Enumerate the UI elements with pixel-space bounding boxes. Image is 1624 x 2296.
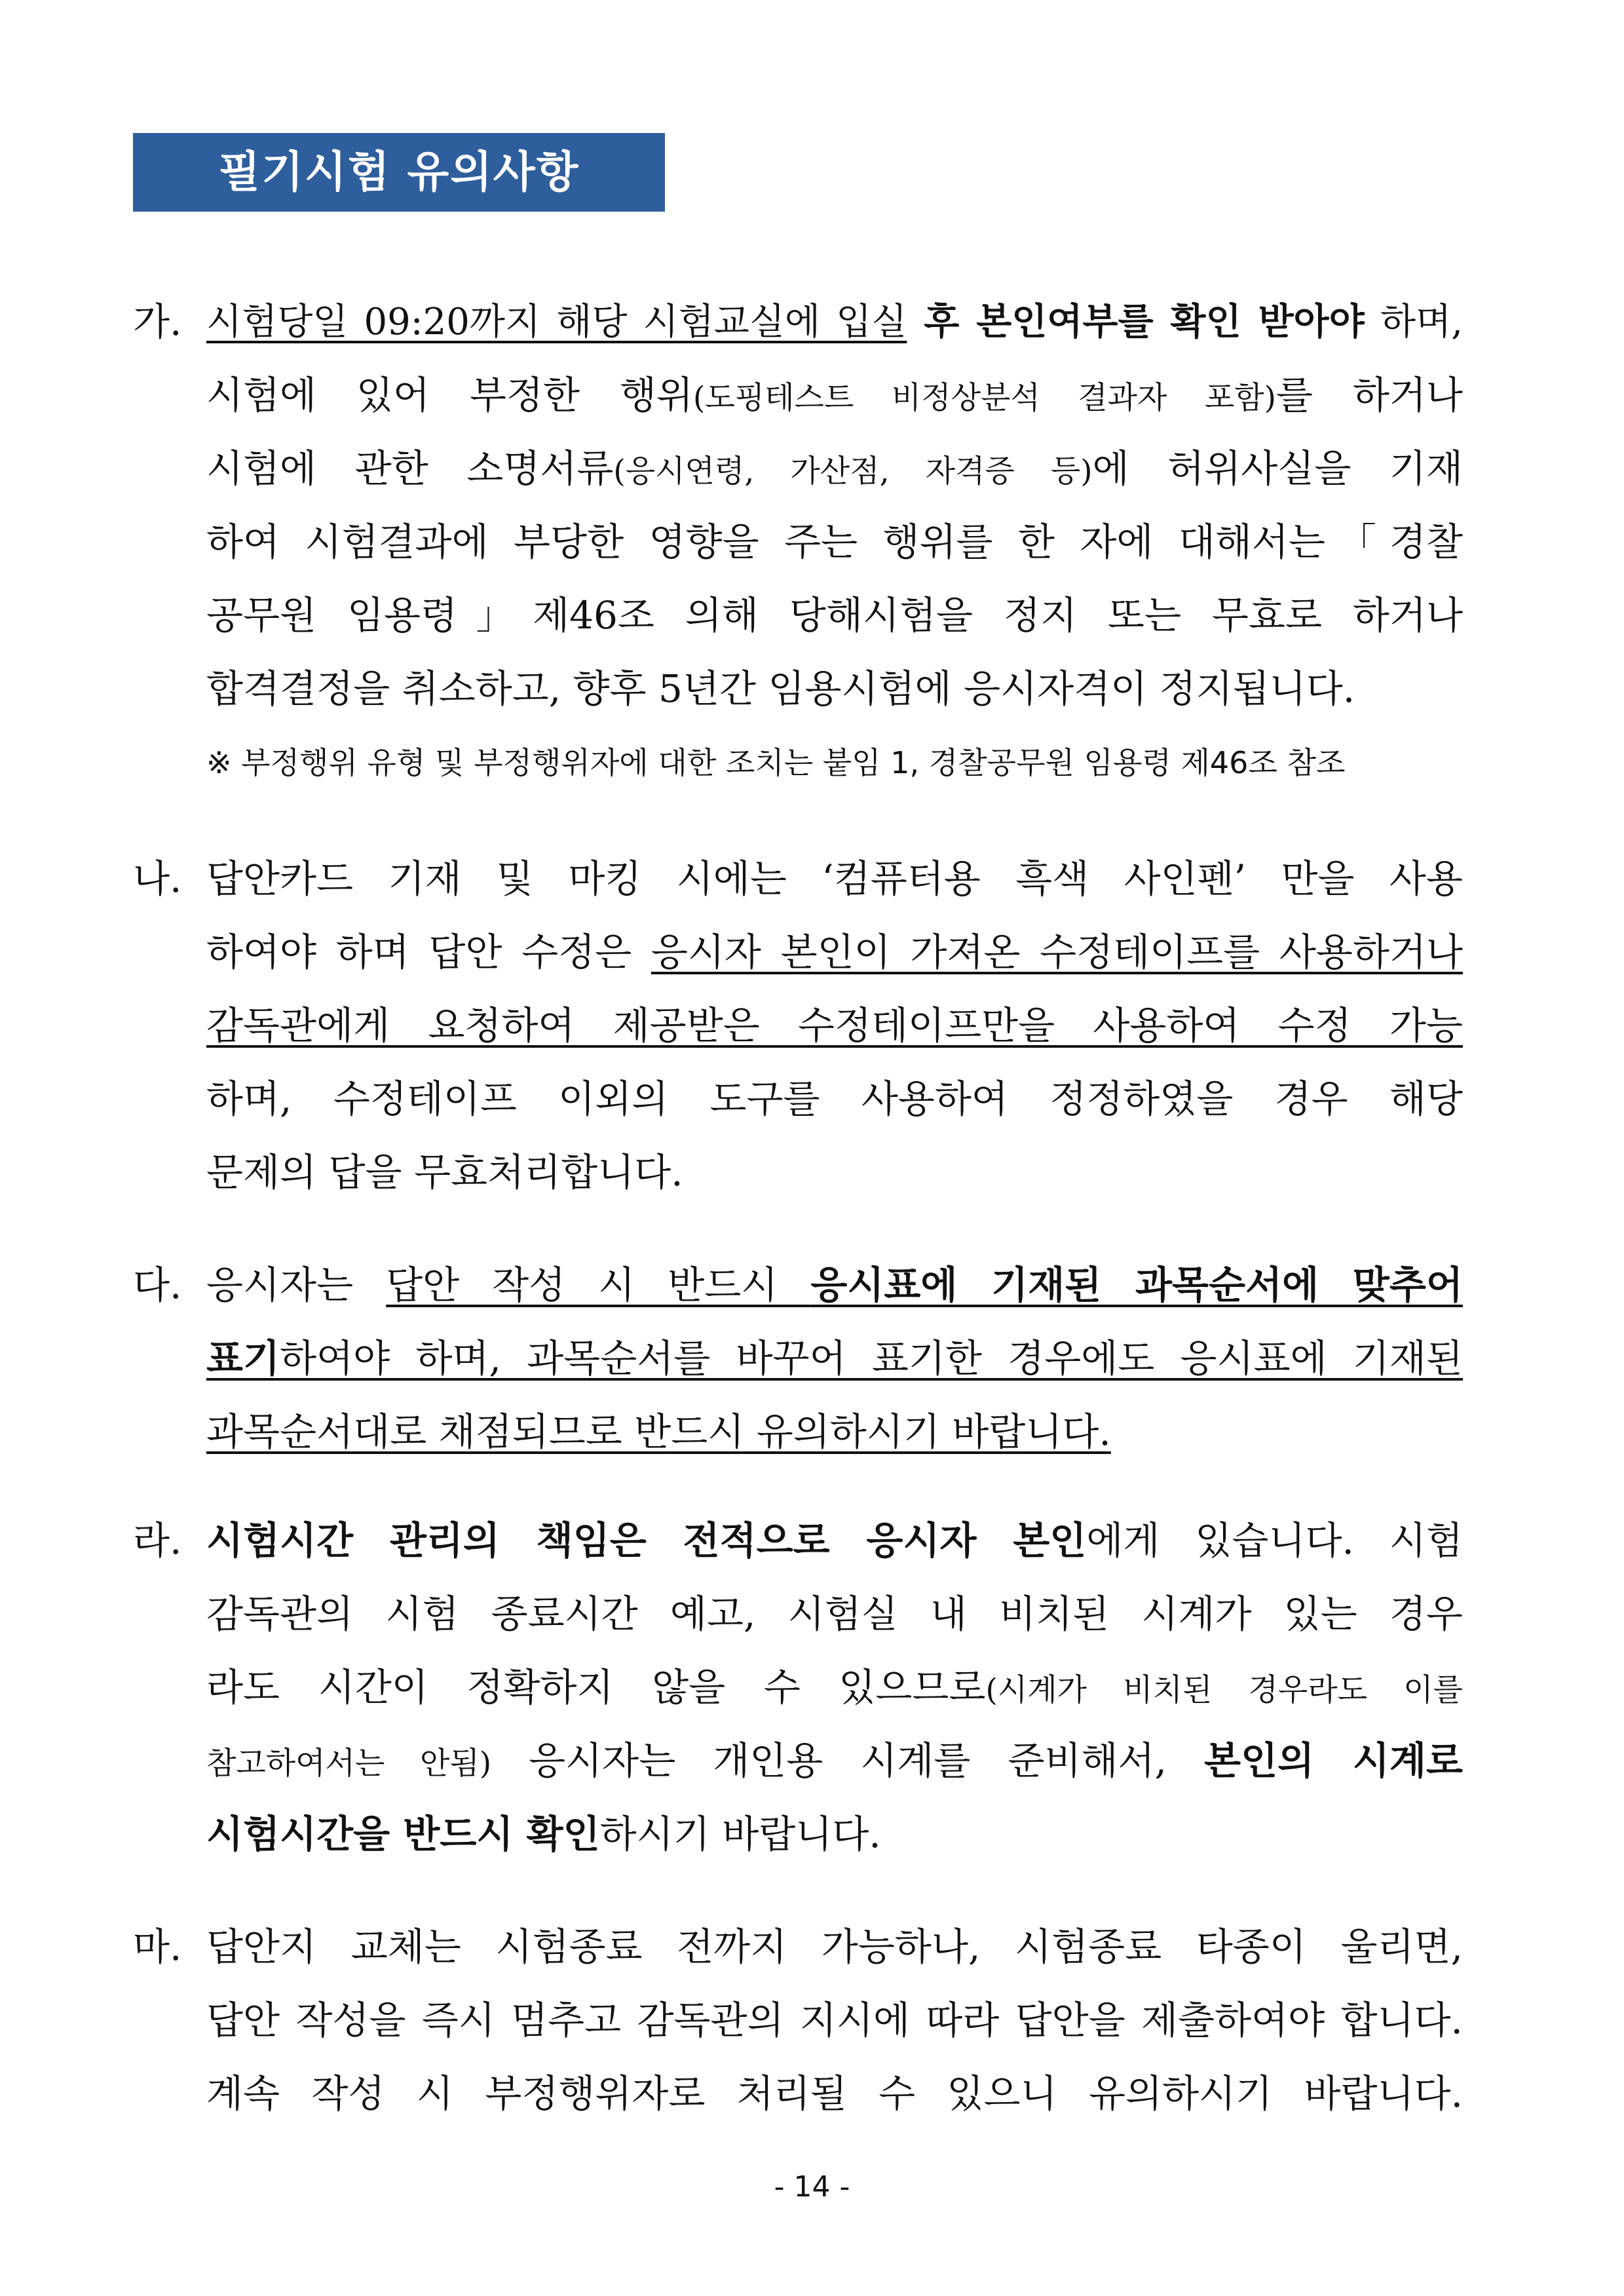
- section-ga: [133, 285, 1463, 809]
- emphasis-text: 감독관에게 요청하여 제공받은 수정테이프만을 사용하여 수정 가능: [206, 1003, 1463, 1048]
- small-text: (도핑테스트 비정상분석 결과자 포함): [693, 380, 1276, 416]
- text-run: 라도 시간이 정확하지 않을 수 있으므로: [206, 1665, 986, 1710]
- bold-text: 본인의 시계로: [1204, 1738, 1463, 1783]
- emphasis-text: 시험당일 09:20까지 해당 시험교실에 입실: [206, 301, 907, 343]
- section-line: [206, 1797, 1463, 1871]
- section-line: 답안카드 기재 및 마킹 시에는 ‘컴퓨터용 흑색 사인펜’ 만을 사용: [206, 856, 1463, 901]
- emphasis-bold-text: 표기: [206, 1336, 280, 1381]
- section-line: 계속 작성 시 부정행위자로 처리될 수 있으니 유의하시기 바랍니다.: [206, 2071, 1463, 2116]
- section-line: 답안 작성을 즉시 멈추고 감독관의 지시에 따라 답안을 제출하여야 합니다.: [206, 1998, 1463, 2042]
- small-text: (시계가 비치된 경우라도 이를: [985, 1672, 1463, 1708]
- small-text: 참고하여서는 안됨): [206, 1746, 492, 1782]
- section-line: [206, 989, 1463, 1062]
- section-line: [206, 1248, 1463, 1322]
- section-line: [206, 1504, 1463, 1577]
- text-run: 에 허위사실을 기재: [1092, 446, 1463, 491]
- bold-text: 시험시간 관리의 책임은 전적으로 응시자 본인: [206, 1518, 1087, 1563]
- text-run: 하며,: [1364, 301, 1463, 343]
- section-na: [133, 842, 1463, 1215]
- section-line: 하며, 수정테이프 이외의 도구를 사용하여 정정하였을 경우 해당: [206, 1077, 1463, 1121]
- section-line: [206, 358, 1463, 432]
- text-run: 시험에 관한 소명서류: [206, 446, 614, 491]
- page-title: 필기시험 유의사항: [218, 147, 580, 197]
- text-run: 응시자는: [206, 1263, 387, 1307]
- section-line: [206, 915, 1463, 989]
- section-line: 감독관의 시험 종료시간 예고, 시험실 내 비치된 시계가 있는 경우: [206, 1592, 1463, 1636]
- section-line: 공무원 임용령」제46조 의해 당해시험을 정지 또는 무효로 하거나: [206, 593, 1463, 638]
- section-line: [206, 1395, 1463, 1468]
- section-marker: 나.: [133, 856, 182, 901]
- emphasis-text: 답안 작성 시 반드시: [386, 1263, 811, 1307]
- emphasis-text: 하여야 하며, 과목순서를 바꾸어 표기한 경우에도 응시표에 기재된: [280, 1336, 1463, 1381]
- section-marker: 다.: [133, 1263, 182, 1307]
- text-run: 에게 있습니다. 시험: [1086, 1518, 1463, 1563]
- emphasis-text: 응시자 본인이 가져온 수정테이프를 사용하거나: [651, 930, 1463, 974]
- bold-text: 시험시간을 반드시 확인: [206, 1812, 600, 1856]
- text-run: 시험에 있어 부정한 행위: [206, 373, 694, 417]
- text-run: 응시자는 개인용 시계를 준비해서,: [491, 1738, 1205, 1783]
- section-ra: [133, 1504, 1463, 1877]
- section-line: [206, 1322, 1463, 1395]
- section-line: [206, 285, 1463, 358]
- text-run: 하시기 바랍니다.: [599, 1812, 881, 1856]
- text-run: 를 하거나: [1275, 373, 1463, 417]
- section-line: 답안지 교체는 시험종료 전까지 가능하나, 시험종료 타종이 울리면,: [206, 1924, 1463, 1969]
- section-line: [206, 1651, 1463, 1724]
- emphasis-text: 과목순서대로 채점되므로 반드시 유의하시기 바랍니다.: [206, 1409, 1111, 1454]
- section-line: [206, 1724, 1463, 1797]
- section-line: [206, 432, 1463, 505]
- text-run: 하여야 하며 답안 수정은: [206, 930, 651, 974]
- section-da: [133, 1248, 1463, 1471]
- page-number: - 14 -: [774, 2170, 850, 2204]
- section-line: 합격결정을 취소하고, 향후 5년간 임용시험에 응시자격이 정지됩니다.: [206, 666, 1355, 711]
- section-marker: 가.: [133, 299, 182, 344]
- section-marker: 마.: [133, 1924, 182, 1969]
- small-text: (응시연령, 가산점, 자격증 등): [613, 453, 1093, 489]
- section-ma: [133, 1910, 1463, 2133]
- bold-text: 후 본인여부를 확인 받아야: [907, 300, 1365, 343]
- section-line: 하여 시험결과에 부당한 영향을 주는 행위를 한 자에 대해서는「경찰: [206, 520, 1463, 564]
- section-marker: 라.: [133, 1518, 182, 1563]
- title-banner: [133, 133, 665, 212]
- emphasis-bold-text: 응시표에 기재된 과목순서에 맞추어: [810, 1263, 1463, 1307]
- section-line: 문제의 답을 무효처리합니다.: [206, 1150, 683, 1195]
- reference-note: ※ 부정행위 유형 및 부정행위자에 대한 조치는 붙임 1, 경찰공무원 임용령 제46조 참조: [206, 745, 1346, 780]
